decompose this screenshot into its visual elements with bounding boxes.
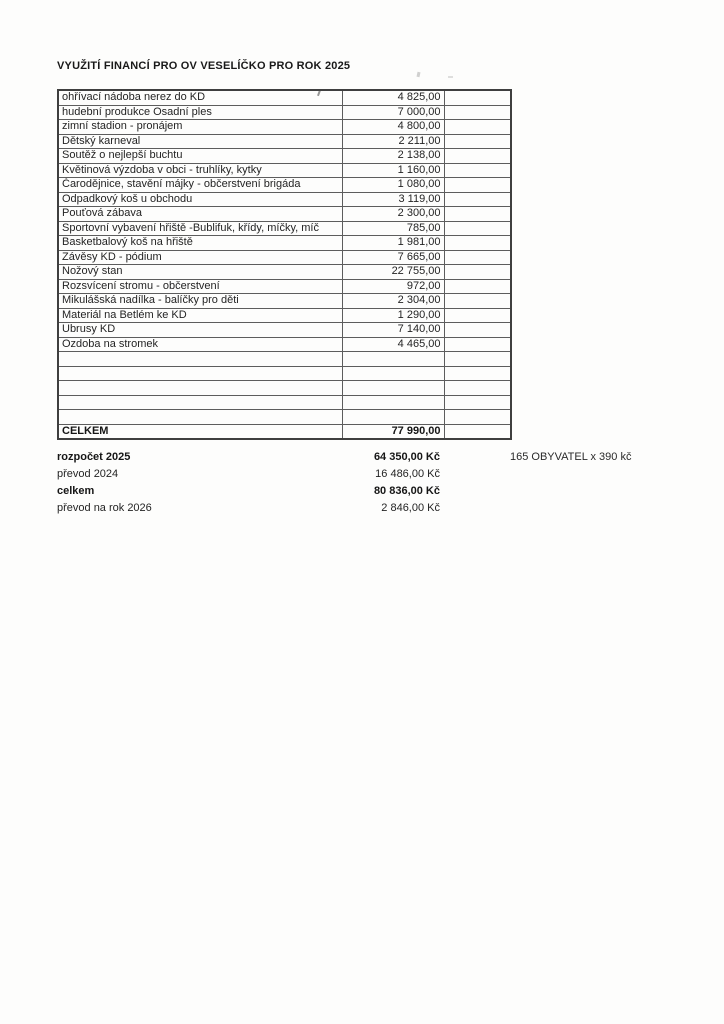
item-cell: Dětský karneval <box>58 134 342 149</box>
amount-cell: 7 000,00 <box>342 105 444 120</box>
item-cell: Basketbalový koš na hřiště <box>58 236 342 251</box>
amount-cell: 2 211,00 <box>342 134 444 149</box>
item-cell: Květinová výzdoba v obci - truhlíky, kytky <box>58 163 342 178</box>
item-cell <box>58 395 342 410</box>
table-row <box>58 323 511 338</box>
table-row <box>58 207 511 222</box>
summary-block <box>57 449 677 517</box>
table-row <box>58 337 511 352</box>
amount-cell: 4 825,00 <box>342 90 444 105</box>
amount-cell: 1 160,00 <box>342 163 444 178</box>
scan-artifact-mark <box>448 76 453 78</box>
total-label-cell: CELKEM <box>58 424 342 439</box>
item-cell <box>58 381 342 396</box>
summary-label: převod 2024 <box>57 468 119 480</box>
summary-label: převod na rok 2026 <box>57 502 152 514</box>
blank-cell <box>444 192 511 207</box>
finance-table <box>57 89 512 440</box>
table-row <box>58 149 511 164</box>
table-row <box>58 265 511 280</box>
amount-cell: 3 119,00 <box>342 192 444 207</box>
table-row <box>58 221 511 236</box>
summary-value: 2 846,00 Kč <box>381 502 440 514</box>
summary-value: 16 486,00 Kč <box>375 468 440 480</box>
table-row <box>58 163 511 178</box>
amount-cell: 2 138,00 <box>342 149 444 164</box>
table-row-empty <box>58 352 511 367</box>
item-cell: Nožový stan <box>58 265 342 280</box>
amount-cell: 1 981,00 <box>342 236 444 251</box>
total-amount-cell: 77 990,00 <box>342 424 444 439</box>
item-cell: Pouťová zábava <box>58 207 342 222</box>
amount-cell: 2 304,00 <box>342 294 444 309</box>
blank-cell <box>444 308 511 323</box>
blank-cell <box>444 381 511 396</box>
item-cell: Rozsvícení stromu - občerstvení <box>58 279 342 294</box>
blank-cell <box>444 265 511 280</box>
blank-cell <box>444 134 511 149</box>
summary-value: 80 836,00 Kč <box>373 485 440 497</box>
table-row <box>58 90 511 105</box>
table-row <box>58 178 511 193</box>
amount-cell <box>342 381 444 396</box>
item-cell: Ozdoba na stromek <box>58 337 342 352</box>
summary-label: celkem <box>57 485 95 497</box>
item-cell <box>58 366 342 381</box>
blank-cell <box>444 178 511 193</box>
blank-cell <box>444 120 511 135</box>
table-row <box>58 236 511 251</box>
blank-cell <box>444 221 511 236</box>
table-row-empty <box>58 395 511 410</box>
item-cell: Sportovní vybavení hřiště -Bublifuk, křídy, míčky, míč <box>58 221 342 236</box>
amount-cell <box>342 395 444 410</box>
table-row <box>58 105 511 120</box>
item-cell: Odpadkový koš u obchodu <box>58 192 342 207</box>
amount-cell <box>342 352 444 367</box>
amount-cell: 22 755,00 <box>342 265 444 280</box>
blank-cell <box>444 323 511 338</box>
table-row <box>58 192 511 207</box>
summary-value: 64 350,00 Kč <box>373 451 440 463</box>
blank-cell <box>444 410 511 425</box>
blank-cell <box>444 294 511 309</box>
item-cell <box>58 352 342 367</box>
blank-cell <box>444 337 511 352</box>
blank-cell <box>444 90 511 105</box>
item-cell: Závěsy KD - pódium <box>58 250 342 265</box>
blank-cell <box>444 352 511 367</box>
table-row <box>58 279 511 294</box>
blank-cell <box>444 207 511 222</box>
table-total-row <box>58 424 511 439</box>
table-row <box>58 250 511 265</box>
blank-cell <box>444 366 511 381</box>
summary-note: 165 OBYVATEL x 390 kč <box>510 451 632 463</box>
item-cell: zimní stadion - pronájem <box>58 120 342 135</box>
item-cell: Soutěž o nejlepší buchtu <box>58 149 342 164</box>
blank-cell <box>444 236 511 251</box>
table-row <box>58 134 511 149</box>
blank-cell <box>444 395 511 410</box>
item-cell <box>58 410 342 425</box>
table-row <box>58 294 511 309</box>
item-cell: Ubrusy KD <box>58 323 342 338</box>
amount-cell: 972,00 <box>342 279 444 294</box>
page-title: VYUŽITÍ FINANCÍ PRO OV VESELÍČKO PRO ROK 2025 <box>57 60 351 72</box>
amount-cell <box>342 366 444 381</box>
summary-label: rozpočet 2025 <box>57 451 131 463</box>
amount-cell: 7 665,00 <box>342 250 444 265</box>
scan-artifact-mark <box>417 72 421 78</box>
table-row-empty <box>58 410 511 425</box>
blank-cell <box>444 250 511 265</box>
amount-cell: 7 140,00 <box>342 323 444 338</box>
table-row <box>58 120 511 135</box>
amount-cell: 1 290,00 <box>342 308 444 323</box>
item-cell: ohřívací nádoba nerez do KD <box>58 90 342 105</box>
amount-cell: 1 080,00 <box>342 178 444 193</box>
amount-cell: 2 300,00 <box>342 207 444 222</box>
summary-row-carryover-2026 <box>57 500 677 517</box>
table-row-empty <box>58 381 511 396</box>
blank-cell <box>444 163 511 178</box>
amount-cell: 4 800,00 <box>342 120 444 135</box>
item-cell: Materiál na Betlém ke KD <box>58 308 342 323</box>
summary-row-total <box>57 483 677 500</box>
summary-row-budget <box>57 449 677 466</box>
table-row <box>58 308 511 323</box>
amount-cell: 785,00 <box>342 221 444 236</box>
blank-cell <box>444 105 511 120</box>
blank-cell <box>444 279 511 294</box>
item-cell: Čarodějnice, stavění májky - občerstvení brigáda <box>58 178 342 193</box>
item-cell: Mikulášská nadílka - balíčky pro děti <box>58 294 342 309</box>
table-row-empty <box>58 366 511 381</box>
blank-cell <box>444 424 511 439</box>
amount-cell <box>342 410 444 425</box>
item-cell: hudební produkce Osadní ples <box>58 105 342 120</box>
blank-cell <box>444 149 511 164</box>
amount-cell: 4 465,00 <box>342 337 444 352</box>
summary-row-carryover-2024 <box>57 466 677 483</box>
